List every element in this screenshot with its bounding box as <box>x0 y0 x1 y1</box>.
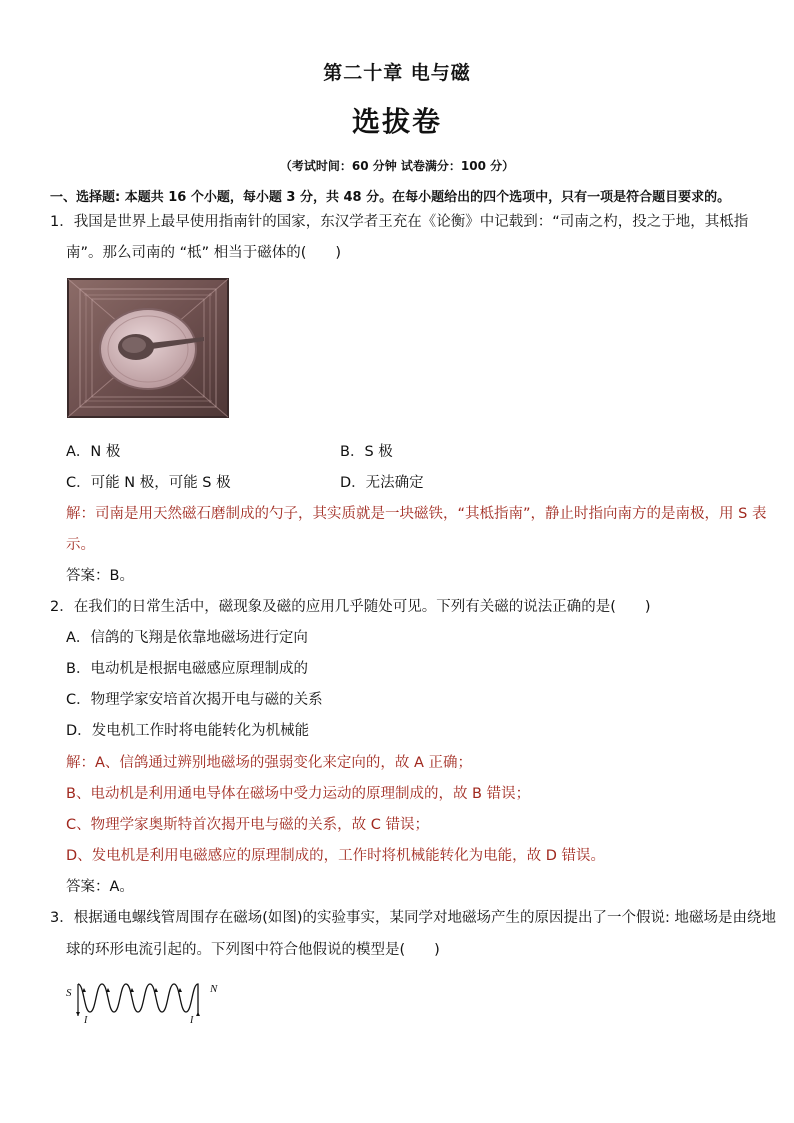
q2-solution-line3: C、物理学家奥斯特首次揭开电与磁的关系，故 C 错误； <box>66 817 429 833</box>
q2-answer: 答案：A。 <box>66 879 134 895</box>
q2-option-b: B．电动机是根据电磁感应原理制成的 <box>66 661 308 677</box>
q1-solution-line2: 示。 <box>66 537 95 553</box>
q1-stem-line2: 南”。那么司南的 “柢” 相当于磁体的( ) <box>66 245 342 261</box>
sinan-compass-image <box>66 277 230 419</box>
solenoid-figure <box>64 978 226 1024</box>
q2-option-a: A．信鸽的飞翔是依靠地磁场进行定向 <box>66 630 308 646</box>
pole-s-label: S <box>66 987 72 999</box>
q1-stem-line1: 1．我国是世界上最早使用指南针的国家，东汉学者王充在《论衡》中记载到：“司南之杓，投之于地，其柢指 <box>50 214 749 230</box>
q2-solution-line1: 解：A、信鸽通过辨别地磁场的强弱变化来定向的，故 A 正确； <box>66 755 473 771</box>
q2-solution-line2: B、电动机是利用通电导体在磁场中受力运动的原理制成的，故 B 错误； <box>66 786 531 802</box>
q1-option-d: D．无法确定 <box>340 475 424 491</box>
pole-n-label: N <box>210 983 218 995</box>
q2-stem: 2．在我们的日常生活中，磁现象及磁的应用几乎随处可见。下列有关磁的说法正确的是( ) <box>50 599 651 615</box>
current-label-right: I <box>190 1015 194 1024</box>
q2-solution-line4: D、发电机是利用电磁感应的原理制成的，工作时将机械能转化为电能，故 D 错误。 <box>66 848 606 864</box>
q1-option-b: B．S 极 <box>340 444 393 460</box>
q1-option-c: C．可能 N 极，可能 S 极 <box>66 475 231 491</box>
q1-answer: 答案：B。 <box>66 568 134 584</box>
current-label-left: I <box>84 1015 88 1024</box>
chapter-title: 第二十章 电与磁 <box>323 62 471 84</box>
exam-info: （考试时间：60 分钟 试卷满分：100 分） <box>279 159 515 173</box>
q3-stem-line1: 3．根据通电螺线管周围存在磁场(如图)的实验事实，某同学对地磁场产生的原因提出了一个假说: 地磁场是由绕地 <box>50 910 777 926</box>
exam-subtitle: 选拔卷 <box>351 105 442 138</box>
section-heading: 一、选择题: 本题共 16 个小题，每小题 3 分，共 48 分。在每小题给出的四个选项中，只有一项是符合题目要求的。 <box>50 190 731 205</box>
q2-option-c: C．物理学家安培首次揭开电与磁的关系 <box>66 692 323 708</box>
q1-option-a: A．N 极 <box>66 444 121 460</box>
q3-stem-line2: 球的环形电流引起的。下列图中符合他假说的模型是( ) <box>66 942 440 958</box>
q2-option-d: D．发电机工作时将电能转化为机械能 <box>66 723 310 739</box>
q1-solution-line1: 解：司南是用天然磁石磨制成的勺子，其实质就是一块磁铁，“其柢指南”，静止时指向南方的是南极，用 S 表 <box>66 506 767 522</box>
